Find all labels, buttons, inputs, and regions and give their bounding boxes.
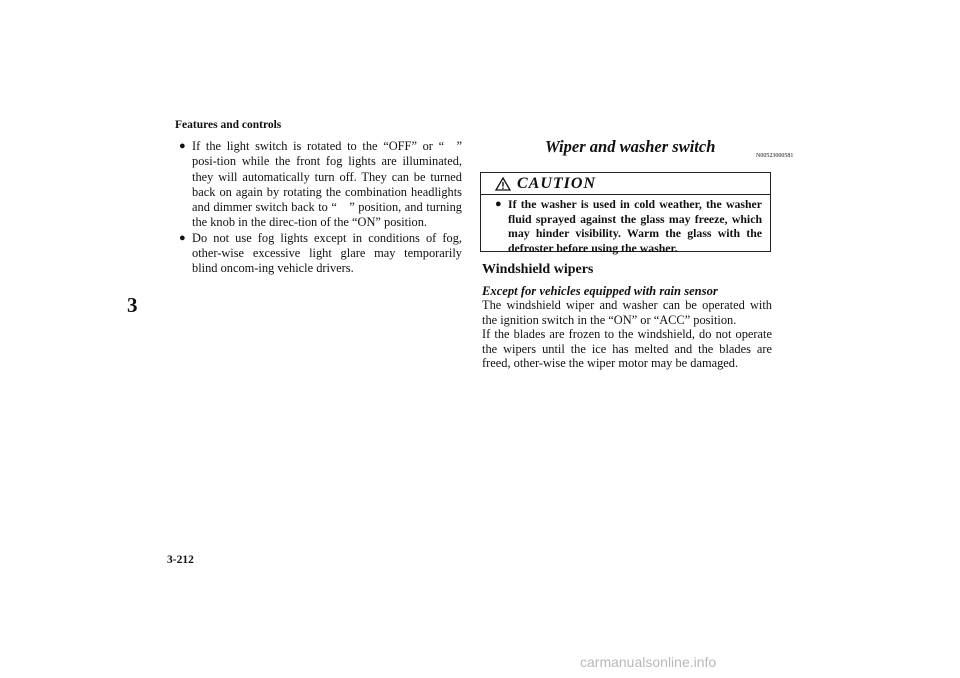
bullet-text: Do not use fog lights except in conditions of fog, other-wise excessive light glare may temporarily blind oncom-ing vehicle drivers. [192, 230, 462, 276]
paragraph: The windshield wiper and washer can be operated with the ignition switch in the “ON” or “ACC” position. [482, 298, 772, 327]
subheading: Windshield wipers [482, 262, 594, 277]
caution-text: If the washer is used in cold weather, the washer fluid sprayed against the glass may freeze, which may hinder visibility. Warm the glass with the defroster before using the washer. [508, 197, 762, 255]
list-item [179, 139, 462, 231]
caution-header [481, 173, 770, 195]
bullet-icon: ● [179, 140, 186, 152]
bullet-icon: ● [495, 198, 502, 210]
section-title: Wiper and washer switch [545, 137, 716, 156]
list-item [179, 231, 462, 277]
warning-triangle-icon [495, 177, 511, 191]
subsubheading: Except for vehicles equipped with rain sensor [482, 284, 718, 298]
caution-box [480, 172, 771, 255]
paragraph: If the blades are frozen to the windshield, do not operate the wipers until the ice has melted and the blades are freed, other-wise the wiper motor may be damaged. [482, 327, 772, 371]
watermark: carmanualsonline.info [580, 654, 717, 670]
bullet-icon: ● [179, 231, 186, 244]
left-column [179, 139, 462, 277]
chapter-number: 3 [127, 293, 138, 317]
bullet-text: If the light switch is rotated to the “OFF” or “ ” posi-tion while the front fog lights are illuminated, they will automatically turn off. They can be turned back on again by rotating the combination headlights and dimmer switch back to “ ” position, and turning the knob in the direc-tion of the “ON” position. [192, 139, 462, 230]
section-code: N00523000581 [756, 153, 794, 159]
caution-title: CAUTION [517, 174, 597, 192]
page-number: 3-212 [167, 554, 194, 566]
right-column-body [482, 298, 772, 371]
caution-body [481, 195, 770, 255]
running-header: Features and controls [175, 119, 282, 131]
